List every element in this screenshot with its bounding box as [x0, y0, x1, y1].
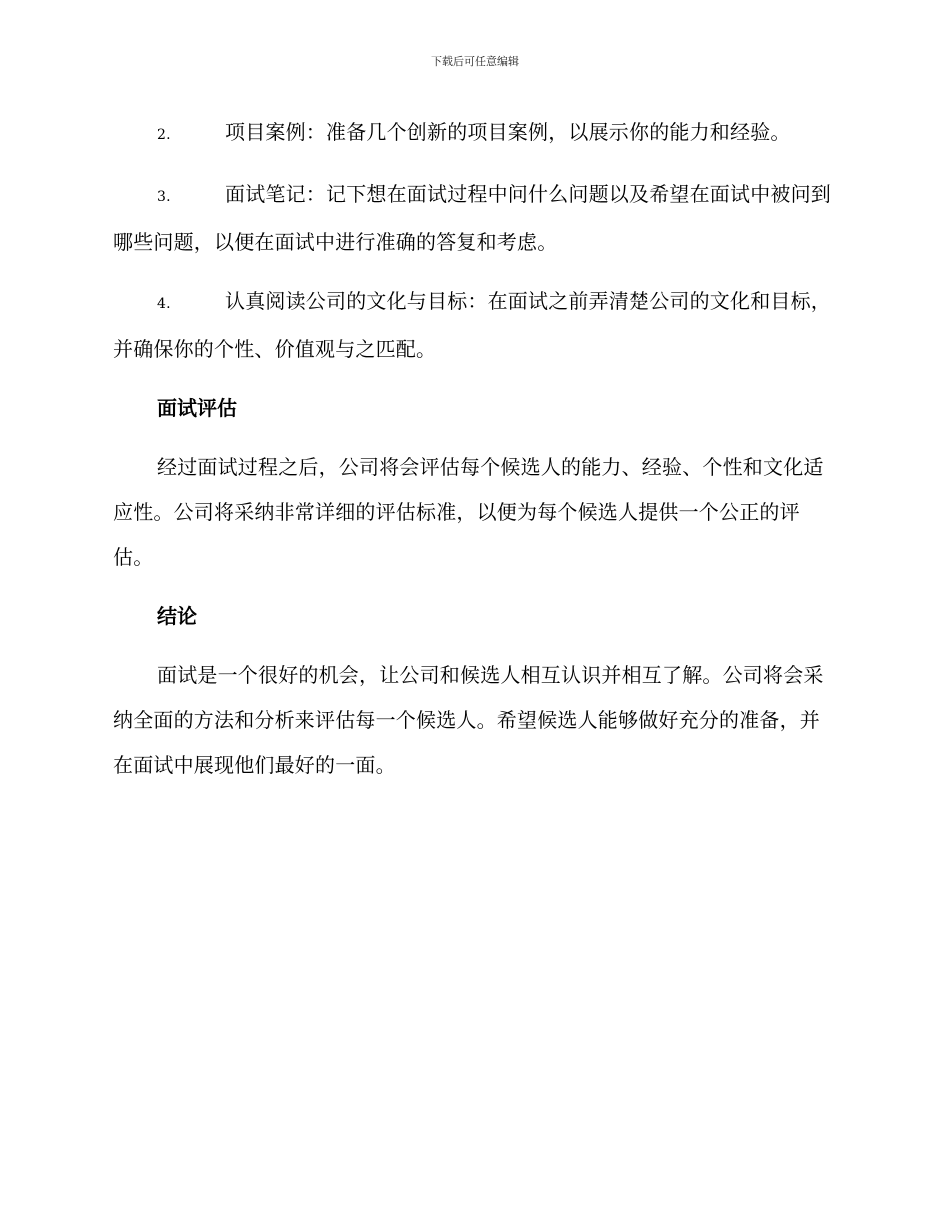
list-item-number: 3. [157, 189, 171, 205]
list-item-number: 2. [157, 127, 171, 143]
list-item-text: 项目案例：准备几个创新的项目案例，以展示你的能力和经验。 [225, 120, 791, 144]
list-item-number: 4. [157, 296, 171, 312]
list-item [113, 110, 833, 158]
document-body [113, 110, 833, 802]
section-heading-conclusion: 结论 [157, 604, 197, 628]
list-item [113, 172, 833, 265]
list-item-text: 面试笔记：记下想在面试过程中问什么问题以及希望在面试中被问到哪些问题，以便在面试中进行准确的答复和考虑。 [113, 182, 831, 254]
section-heading-evaluation: 面试评估 [157, 396, 237, 420]
evaluation-paragraph: 经过面试过程之后，公司将会评估每个候选人的能力、经验、个性和文化适应性。公司将采纳非常详细的评估标准，以便为每个候选人提供一个公正的评估。 [113, 455, 824, 569]
list-item-text: 认真阅读公司的文化与目标：在面试之前弄清楚公司的文化和目标，并确保你的个性、价值观与之匹配。 [113, 289, 831, 361]
list-item [113, 279, 833, 372]
conclusion-paragraph: 面试是一个很好的机会，让公司和候选人相互认识并相互了解。公司将会采纳全面的方法和分析来评估每一个候选人。希望候选人能够做好充分的准备，并在面试中展现他们最好的一面。 [113, 663, 824, 777]
header-note: 下载后可任意编辑 [431, 55, 519, 68]
